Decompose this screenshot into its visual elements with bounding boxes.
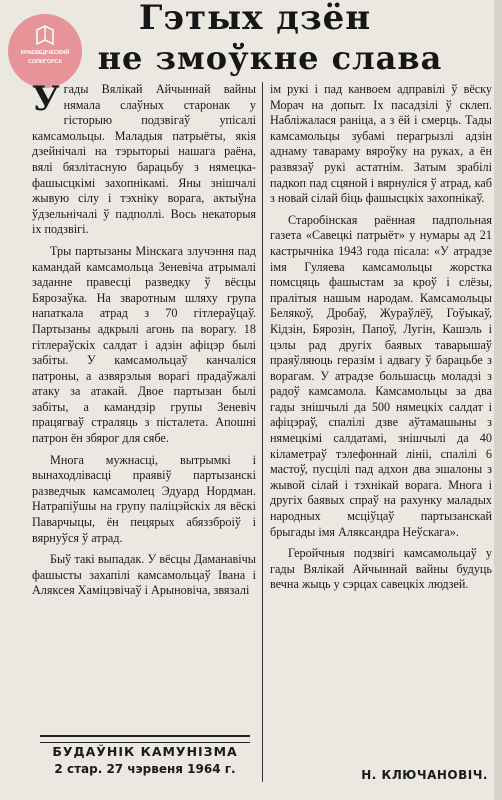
author-signature: Н. КЛЮЧАНОВІЧ. — [361, 768, 488, 782]
column-divider — [262, 82, 263, 782]
source-newspaper: БУДАЎНІК КАМУНІЗМА — [52, 744, 238, 759]
logo-text-bottom: СОЛИГОРСК — [28, 59, 62, 65]
paragraph: Быў такі выпадак. У вёсцы Даманавічы фашысты захапілі камсамольцаў Івана і Аляксея Хаміцэвічаў і Арыновіча, звязалі — [32, 552, 256, 598]
headline-line-2: не змоўкне слава — [97, 39, 443, 77]
paragraph: Геройчныя подзвігі камсамольцаў у гады Вялікай Айчыннай вайны будуць вечна жыць у сэрцах савецкіх людзей. — [270, 546, 492, 592]
headline-line-1: Гэтых дзён — [138, 0, 372, 38]
paragraph: Тры партызаны Мінскага злучэння пад камандай камсамольца Зеневіча атрымалі заданне правесці разведку ў вёсцы Бярозаўка. На зваротным шляху група напаткала атрад з 70 гітлераўцаў. Партызаны адкрылі агонь па ворагу. 18 гітлераўскіх салдат і адзін афіцэр былі забіты. У камсамольцаў канчаліся патроны, а азвярэлыя ворагі прадаўжалі атаку за атакай. Двое партызан былі забіты, а камандзір групы Зеневіч працягваў страляць з пісталета. Апошні патрон ён збярог для сябе. — [32, 243, 256, 446]
right-column — [270, 82, 492, 593]
logo-text-top: КРАЕВЕДЧЕСКИЙ — [20, 50, 70, 56]
source-date: 2 стар. 27 чэрвеня 1964 г. — [54, 762, 236, 776]
left-column — [32, 79, 256, 599]
drop-cap: У — [32, 79, 60, 119]
paragraph: ім рукі і пад канвоем адправілі ў вёску Морач на допыт. Іх пасадзілі ў склеп. Набліжалася раніца, а з ёй і смерць. Тады камсамольцы зубамі перагрызлі адзін аднаму тавараму вяроўку на руках, а ён развязаў рукі астатнім. Затым зрабілі падкоп пад сцяной і вярнуліся ў атрад, каб з новай сілай біць фашысцкіх захопнікаў. — [270, 82, 492, 206]
paragraph: Многа мужнасці, вытрымкі і вынаходлівасці праявіў партызанскі разведчык камсамолец Эдуард Нордман. Натрапіўшы на групу паліцэйскіх ля вёскі Паварчыцы, ён пецярых абяззброіў і вярнуўся ў атрад. — [32, 452, 256, 545]
paragraph: Старобінская раённая падпольная газета «Савецкі патрыёт» у нумары ад 21 кастрычніка 1943 года пісала: «У атрадзе імя Гуляева камсамольцы жорстка помсцяць фашыстам за кроў і слёзы, пралітыя нашым народам. Камсамольцы Белякоў, Дробаў, Жураўлёў, Гоўыкаў, Кідзін, Бярозін, Папоў, Лугін, Кашэль і цэлы рад другіх баявых таварышаў праяўляюць геразім і адвагу ў барацьбе з ворагам. У атрадзе большасць моладзі з радоў камсамола. Камсамольцы за два гады знішчылі да 500 нямецкіх салдат і афіцэраў, спалілі дзве аўтамашыны з нямецкімі салдатамі, знішчылі да 40 кіламетраў тэлефоннай лініі, спалілі 6 мастоў, пусцілі пад адхон два эшалоны з жывой сілай і тэхнікай ворага. Многа і другіх баявых спраў на рахунку маладых народных мсціўцаў партызанскай брыгады імя Аляксандра Неўскага». — [270, 212, 492, 539]
page-edge — [494, 0, 502, 800]
source-rule — [40, 735, 250, 743]
paragraph: Угады Вялікай Айчыннай вайны нямала слаўных старонак у гісторыю подзвігаў упісалі камсамольцы. Маладыя патрыёты, якія дзейнічалі на тэрыторыі нашага раёна, вялі бязлітасную барацьбу з нямецка-фашысцкімі захопнікамі. Яны знішчалі жывую сілу і тэхніку ворага, актыўна ўдзельнічалі ў падполлі. Вось некаторыя іх подзвігі. — [32, 79, 256, 237]
